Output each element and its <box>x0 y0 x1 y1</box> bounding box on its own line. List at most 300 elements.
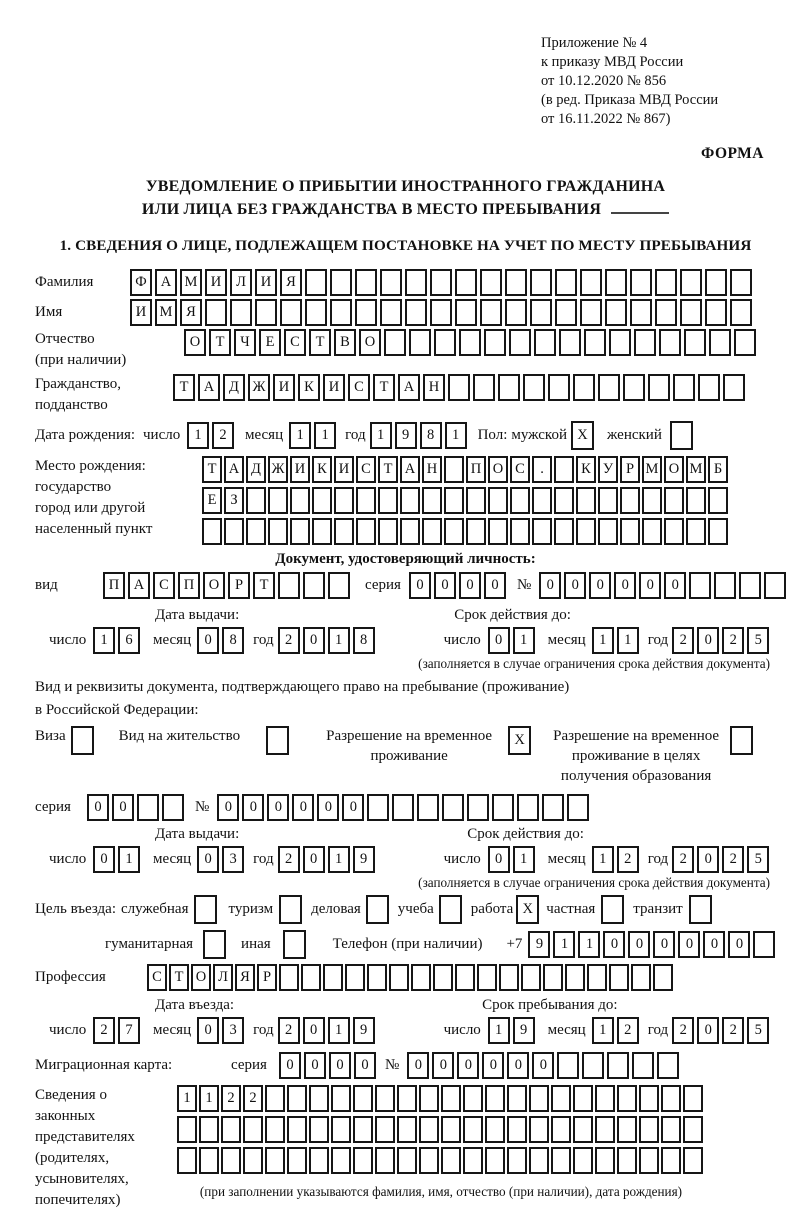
form-cell[interactable] <box>224 518 244 545</box>
form-cell[interactable] <box>287 1147 307 1174</box>
form-cell[interactable] <box>484 329 506 356</box>
form-cell[interactable]: 2 <box>278 846 300 873</box>
form-cell[interactable] <box>498 374 520 401</box>
form-cell[interactable] <box>683 1085 703 1112</box>
form-cell[interactable]: 2 <box>672 1017 694 1044</box>
form-cell[interactable]: 0 <box>342 794 364 821</box>
form-cell[interactable] <box>137 794 159 821</box>
form-cell[interactable]: 0 <box>197 1017 219 1044</box>
form-cell[interactable] <box>683 1116 703 1143</box>
form-cell[interactable] <box>422 487 442 514</box>
form-cell[interactable] <box>265 1116 285 1143</box>
form-cell[interactable]: 0 <box>697 627 719 654</box>
form-cell[interactable]: Т <box>253 572 275 599</box>
form-cell[interactable] <box>485 1147 505 1174</box>
form-cell[interactable] <box>529 1085 549 1112</box>
form-cell[interactable] <box>580 269 602 296</box>
form-cell[interactable] <box>598 374 620 401</box>
form-cell[interactable]: А <box>400 456 420 483</box>
form-cell[interactable] <box>367 794 389 821</box>
form-cell[interactable]: 0 <box>303 846 325 873</box>
form-cell[interactable] <box>689 572 711 599</box>
form-cell[interactable] <box>698 374 720 401</box>
form-cell[interactable] <box>290 518 310 545</box>
form-cell[interactable] <box>548 374 570 401</box>
form-cell[interactable]: 9 <box>353 846 375 873</box>
form-cell[interactable] <box>630 269 652 296</box>
form-cell[interactable] <box>632 1052 654 1079</box>
form-cell[interactable] <box>551 1147 571 1174</box>
form-cell[interactable]: 0 <box>614 572 636 599</box>
form-cell[interactable] <box>573 1085 593 1112</box>
form-cell[interactable]: 8 <box>353 627 375 654</box>
form-cell[interactable]: 2 <box>722 627 744 654</box>
form-cell[interactable]: 0 <box>703 931 725 958</box>
form-cell[interactable] <box>375 1147 395 1174</box>
form-cell[interactable]: 1 <box>177 1085 197 1112</box>
form-cell[interactable]: М <box>180 269 202 296</box>
form-cell[interactable] <box>480 299 502 326</box>
form-cell[interactable] <box>162 794 184 821</box>
form-cell[interactable] <box>405 269 427 296</box>
form-cell[interactable]: 0 <box>457 1052 479 1079</box>
form-cell[interactable]: Р <box>620 456 640 483</box>
form-cell[interactable] <box>705 299 727 326</box>
form-cell[interactable] <box>670 421 693 450</box>
form-cell[interactable]: 1 <box>617 627 639 654</box>
form-cell[interactable] <box>455 299 477 326</box>
form-cell[interactable] <box>290 487 310 514</box>
form-cell[interactable]: П <box>178 572 200 599</box>
form-cell[interactable] <box>246 487 266 514</box>
form-cell[interactable] <box>199 1116 219 1143</box>
form-cell[interactable]: К <box>576 456 596 483</box>
form-cell[interactable]: 0 <box>459 572 481 599</box>
form-cell[interactable]: Т <box>173 374 195 401</box>
form-cell[interactable] <box>266 726 289 755</box>
form-cell[interactable] <box>375 1116 395 1143</box>
form-cell[interactable]: 2 <box>672 846 694 873</box>
form-cell[interactable] <box>554 487 574 514</box>
form-cell[interactable] <box>582 1052 604 1079</box>
form-cell[interactable]: У <box>598 456 618 483</box>
form-cell[interactable]: О <box>488 456 508 483</box>
form-cell[interactable] <box>642 518 662 545</box>
form-cell[interactable]: 9 <box>513 1017 535 1044</box>
form-cell[interactable] <box>309 1085 329 1112</box>
form-cell[interactable]: 0 <box>329 1052 351 1079</box>
form-cell[interactable] <box>505 299 527 326</box>
form-cell[interactable] <box>356 487 376 514</box>
form-cell[interactable] <box>331 1085 351 1112</box>
form-cell[interactable] <box>444 456 464 483</box>
form-cell[interactable] <box>723 374 745 401</box>
form-cell[interactable] <box>542 794 564 821</box>
form-cell[interactable]: А <box>155 269 177 296</box>
form-cell[interactable] <box>356 518 376 545</box>
form-cell[interactable] <box>301 964 321 991</box>
form-cell[interactable] <box>639 1147 659 1174</box>
form-cell[interactable]: 0 <box>432 1052 454 1079</box>
form-cell[interactable]: С <box>153 572 175 599</box>
form-cell[interactable] <box>642 487 662 514</box>
form-cell[interactable] <box>279 964 299 991</box>
form-cell[interactable] <box>312 518 332 545</box>
form-cell[interactable]: 1 <box>289 422 311 449</box>
form-cell[interactable] <box>607 1052 629 1079</box>
form-cell[interactable]: 7 <box>118 1017 140 1044</box>
form-cell[interactable] <box>397 1147 417 1174</box>
form-cell[interactable] <box>673 374 695 401</box>
form-cell[interactable] <box>499 964 519 991</box>
form-cell[interactable]: 3 <box>222 1017 244 1044</box>
form-cell[interactable] <box>529 1116 549 1143</box>
form-cell[interactable] <box>739 572 761 599</box>
form-cell[interactable]: 0 <box>267 794 289 821</box>
form-cell[interactable] <box>573 374 595 401</box>
form-cell[interactable] <box>623 374 645 401</box>
form-cell[interactable] <box>194 895 217 924</box>
form-cell[interactable] <box>400 518 420 545</box>
form-cell[interactable] <box>177 1116 197 1143</box>
form-cell[interactable]: К <box>312 456 332 483</box>
form-cell[interactable] <box>353 1116 373 1143</box>
form-cell[interactable]: Н <box>423 374 445 401</box>
form-cell[interactable] <box>598 518 618 545</box>
form-cell[interactable]: 0 <box>354 1052 376 1079</box>
form-cell[interactable] <box>177 1147 197 1174</box>
form-cell[interactable] <box>375 1085 395 1112</box>
form-cell[interactable] <box>380 299 402 326</box>
form-cell[interactable] <box>422 518 442 545</box>
form-cell[interactable] <box>507 1116 527 1143</box>
form-cell[interactable] <box>283 930 306 959</box>
form-cell[interactable]: 0 <box>409 572 431 599</box>
form-cell[interactable]: 0 <box>304 1052 326 1079</box>
form-cell[interactable]: 2 <box>617 1017 639 1044</box>
form-cell[interactable]: Л <box>230 269 252 296</box>
form-cell[interactable]: Р <box>228 572 250 599</box>
form-cell[interactable]: 2 <box>243 1085 263 1112</box>
form-cell[interactable] <box>639 1116 659 1143</box>
form-cell[interactable] <box>683 1147 703 1174</box>
form-cell[interactable]: 2 <box>278 1017 300 1044</box>
form-cell[interactable] <box>230 299 252 326</box>
form-cell[interactable] <box>661 1147 681 1174</box>
form-cell[interactable] <box>664 487 684 514</box>
form-cell[interactable]: С <box>284 329 306 356</box>
form-cell[interactable] <box>430 269 452 296</box>
form-cell[interactable] <box>411 964 431 991</box>
form-cell[interactable] <box>444 518 464 545</box>
form-cell[interactable] <box>202 518 222 545</box>
form-cell[interactable] <box>510 487 530 514</box>
form-cell[interactable]: М <box>155 299 177 326</box>
form-cell[interactable] <box>557 1052 579 1079</box>
form-cell[interactable] <box>397 1085 417 1112</box>
form-cell[interactable]: 0 <box>697 846 719 873</box>
form-cell[interactable]: 2 <box>278 627 300 654</box>
form-cell[interactable] <box>530 269 552 296</box>
form-cell[interactable] <box>463 1085 483 1112</box>
form-cell[interactable] <box>459 329 481 356</box>
form-cell[interactable] <box>730 299 752 326</box>
form-cell[interactable] <box>530 299 552 326</box>
form-cell[interactable] <box>684 329 706 356</box>
form-cell[interactable] <box>389 964 409 991</box>
form-cell[interactable] <box>430 299 452 326</box>
form-cell[interactable] <box>609 329 631 356</box>
form-cell[interactable]: 0 <box>589 572 611 599</box>
form-cell[interactable]: А <box>398 374 420 401</box>
form-cell[interactable]: 8 <box>222 627 244 654</box>
form-cell[interactable] <box>620 518 640 545</box>
form-cell[interactable] <box>595 1116 615 1143</box>
form-cell[interactable] <box>554 518 574 545</box>
form-cell[interactable] <box>617 1085 637 1112</box>
form-cell[interactable] <box>661 1085 681 1112</box>
form-cell[interactable] <box>243 1147 263 1174</box>
form-cell[interactable] <box>205 299 227 326</box>
form-cell[interactable]: X <box>508 726 531 755</box>
form-cell[interactable]: 0 <box>217 794 239 821</box>
form-cell[interactable] <box>345 964 365 991</box>
form-cell[interactable]: X <box>571 421 594 450</box>
form-cell[interactable] <box>221 1116 241 1143</box>
form-cell[interactable] <box>331 1116 351 1143</box>
form-cell[interactable] <box>400 487 420 514</box>
form-cell[interactable] <box>397 1116 417 1143</box>
form-cell[interactable] <box>555 299 577 326</box>
form-cell[interactable] <box>246 518 266 545</box>
form-cell[interactable] <box>605 269 627 296</box>
form-cell[interactable]: Я <box>180 299 202 326</box>
form-cell[interactable] <box>631 964 651 991</box>
form-cell[interactable]: 0 <box>87 794 109 821</box>
form-cell[interactable] <box>199 1147 219 1174</box>
form-cell[interactable]: Т <box>378 456 398 483</box>
form-cell[interactable]: А <box>224 456 244 483</box>
form-cell[interactable] <box>378 518 398 545</box>
form-cell[interactable] <box>419 1116 439 1143</box>
form-cell[interactable]: 1 <box>488 1017 510 1044</box>
form-cell[interactable] <box>378 487 398 514</box>
form-cell[interactable] <box>648 374 670 401</box>
form-cell[interactable] <box>580 299 602 326</box>
form-cell[interactable]: С <box>356 456 376 483</box>
form-cell[interactable] <box>265 1147 285 1174</box>
form-cell[interactable] <box>305 269 327 296</box>
form-cell[interactable] <box>203 930 226 959</box>
form-cell[interactable] <box>554 456 574 483</box>
form-cell[interactable] <box>521 964 541 991</box>
form-cell[interactable]: М <box>686 456 706 483</box>
form-cell[interactable]: Н <box>422 456 442 483</box>
form-cell[interactable]: Б <box>708 456 728 483</box>
form-cell[interactable] <box>620 487 640 514</box>
form-cell[interactable] <box>753 931 775 958</box>
form-cell[interactable] <box>480 269 502 296</box>
form-cell[interactable]: А <box>198 374 220 401</box>
form-cell[interactable] <box>279 895 302 924</box>
form-cell[interactable]: 0 <box>653 931 675 958</box>
form-cell[interactable]: 1 <box>328 846 350 873</box>
form-cell[interactable]: Е <box>202 487 222 514</box>
form-cell[interactable]: Д <box>246 456 266 483</box>
form-cell[interactable] <box>485 1085 505 1112</box>
form-cell[interactable] <box>355 269 377 296</box>
form-cell[interactable]: О <box>191 964 211 991</box>
form-cell[interactable] <box>265 1085 285 1112</box>
form-cell[interactable]: 0 <box>628 931 650 958</box>
form-cell[interactable]: 0 <box>728 931 750 958</box>
form-cell[interactable]: 1 <box>553 931 575 958</box>
form-cell[interactable]: 0 <box>697 1017 719 1044</box>
form-cell[interactable] <box>380 269 402 296</box>
form-cell[interactable]: Т <box>309 329 331 356</box>
form-cell[interactable]: 0 <box>303 627 325 654</box>
form-cell[interactable] <box>517 794 539 821</box>
form-cell[interactable] <box>353 1147 373 1174</box>
form-cell[interactable] <box>334 518 354 545</box>
form-cell[interactable] <box>488 518 508 545</box>
form-cell[interactable]: 2 <box>93 1017 115 1044</box>
form-cell[interactable]: Я <box>280 269 302 296</box>
form-cell[interactable]: 0 <box>292 794 314 821</box>
form-cell[interactable] <box>441 1116 461 1143</box>
form-cell[interactable] <box>328 572 350 599</box>
form-cell[interactable]: Л <box>213 964 233 991</box>
form-cell[interactable] <box>680 299 702 326</box>
form-cell[interactable]: Т <box>373 374 395 401</box>
form-cell[interactable]: 0 <box>664 572 686 599</box>
form-cell[interactable]: Я <box>235 964 255 991</box>
form-cell[interactable]: 9 <box>353 1017 375 1044</box>
form-cell[interactable]: И <box>334 456 354 483</box>
form-cell[interactable]: 1 <box>578 931 600 958</box>
form-cell[interactable] <box>455 269 477 296</box>
form-cell[interactable] <box>576 487 596 514</box>
form-cell[interactable] <box>392 794 414 821</box>
form-cell[interactable] <box>492 794 514 821</box>
form-cell[interactable] <box>543 964 563 991</box>
form-cell[interactable] <box>639 1085 659 1112</box>
form-cell[interactable]: И <box>323 374 345 401</box>
form-cell[interactable] <box>532 487 552 514</box>
form-cell[interactable]: 0 <box>603 931 625 958</box>
form-cell[interactable]: 0 <box>564 572 586 599</box>
form-cell[interactable]: О <box>184 329 206 356</box>
form-cell[interactable] <box>686 518 706 545</box>
form-cell[interactable]: Е <box>259 329 281 356</box>
form-cell[interactable]: 0 <box>678 931 700 958</box>
form-cell[interactable] <box>331 1147 351 1174</box>
form-cell[interactable]: 0 <box>407 1052 429 1079</box>
form-cell[interactable]: 1 <box>118 846 140 873</box>
form-cell[interactable] <box>661 1116 681 1143</box>
form-cell[interactable]: Р <box>257 964 277 991</box>
form-cell[interactable] <box>523 374 545 401</box>
form-cell[interactable]: С <box>348 374 370 401</box>
form-cell[interactable] <box>312 487 332 514</box>
form-cell[interactable] <box>634 329 656 356</box>
form-cell[interactable] <box>466 487 486 514</box>
form-cell[interactable]: А <box>128 572 150 599</box>
form-cell[interactable]: Ж <box>268 456 288 483</box>
form-cell[interactable] <box>280 299 302 326</box>
form-cell[interactable]: 2 <box>617 846 639 873</box>
form-cell[interactable] <box>366 895 389 924</box>
form-cell[interactable]: Д <box>223 374 245 401</box>
form-cell[interactable]: 1 <box>445 422 467 449</box>
form-cell[interactable] <box>587 964 607 991</box>
form-cell[interactable]: 0 <box>197 846 219 873</box>
form-cell[interactable]: 0 <box>639 572 661 599</box>
form-cell[interactable] <box>657 1052 679 1079</box>
form-cell[interactable] <box>764 572 786 599</box>
form-cell[interactable] <box>709 329 731 356</box>
form-cell[interactable] <box>405 299 427 326</box>
form-cell[interactable] <box>433 964 453 991</box>
form-cell[interactable]: 3 <box>222 846 244 873</box>
form-cell[interactable] <box>510 518 530 545</box>
form-cell[interactable]: 1 <box>370 422 392 449</box>
form-cell[interactable] <box>434 329 456 356</box>
form-cell[interactable] <box>330 269 352 296</box>
form-cell[interactable] <box>505 269 527 296</box>
form-cell[interactable] <box>708 518 728 545</box>
form-cell[interactable] <box>529 1147 549 1174</box>
form-cell[interactable]: 1 <box>513 627 535 654</box>
form-cell[interactable] <box>565 964 585 991</box>
form-cell[interactable] <box>488 487 508 514</box>
form-cell[interactable]: 0 <box>488 846 510 873</box>
form-cell[interactable]: И <box>255 269 277 296</box>
form-cell[interactable] <box>655 299 677 326</box>
form-cell[interactable] <box>463 1147 483 1174</box>
form-cell[interactable] <box>303 572 325 599</box>
form-cell[interactable]: Ф <box>130 269 152 296</box>
form-cell[interactable] <box>441 1085 461 1112</box>
form-cell[interactable]: 2 <box>672 627 694 654</box>
form-cell[interactable]: 2 <box>722 1017 744 1044</box>
form-cell[interactable] <box>367 964 387 991</box>
form-cell[interactable] <box>417 794 439 821</box>
form-cell[interactable]: Т <box>209 329 231 356</box>
form-cell[interactable] <box>576 518 596 545</box>
form-cell[interactable] <box>355 299 377 326</box>
form-cell[interactable] <box>714 572 736 599</box>
form-cell[interactable] <box>448 374 470 401</box>
form-cell[interactable]: 5 <box>747 1017 769 1044</box>
form-cell[interactable] <box>708 487 728 514</box>
form-cell[interactable] <box>617 1116 637 1143</box>
form-cell[interactable] <box>334 487 354 514</box>
form-cell[interactable]: 0 <box>242 794 264 821</box>
form-cell[interactable]: 2 <box>221 1085 241 1112</box>
form-cell[interactable] <box>551 1085 571 1112</box>
form-cell[interactable]: 2 <box>212 422 234 449</box>
form-cell[interactable] <box>255 299 277 326</box>
form-cell[interactable] <box>419 1147 439 1174</box>
form-cell[interactable]: 1 <box>592 627 614 654</box>
form-cell[interactable] <box>730 726 753 755</box>
form-cell[interactable] <box>71 726 94 755</box>
form-cell[interactable]: К <box>298 374 320 401</box>
form-cell[interactable] <box>705 269 727 296</box>
form-cell[interactable]: В <box>334 329 356 356</box>
form-cell[interactable] <box>630 299 652 326</box>
